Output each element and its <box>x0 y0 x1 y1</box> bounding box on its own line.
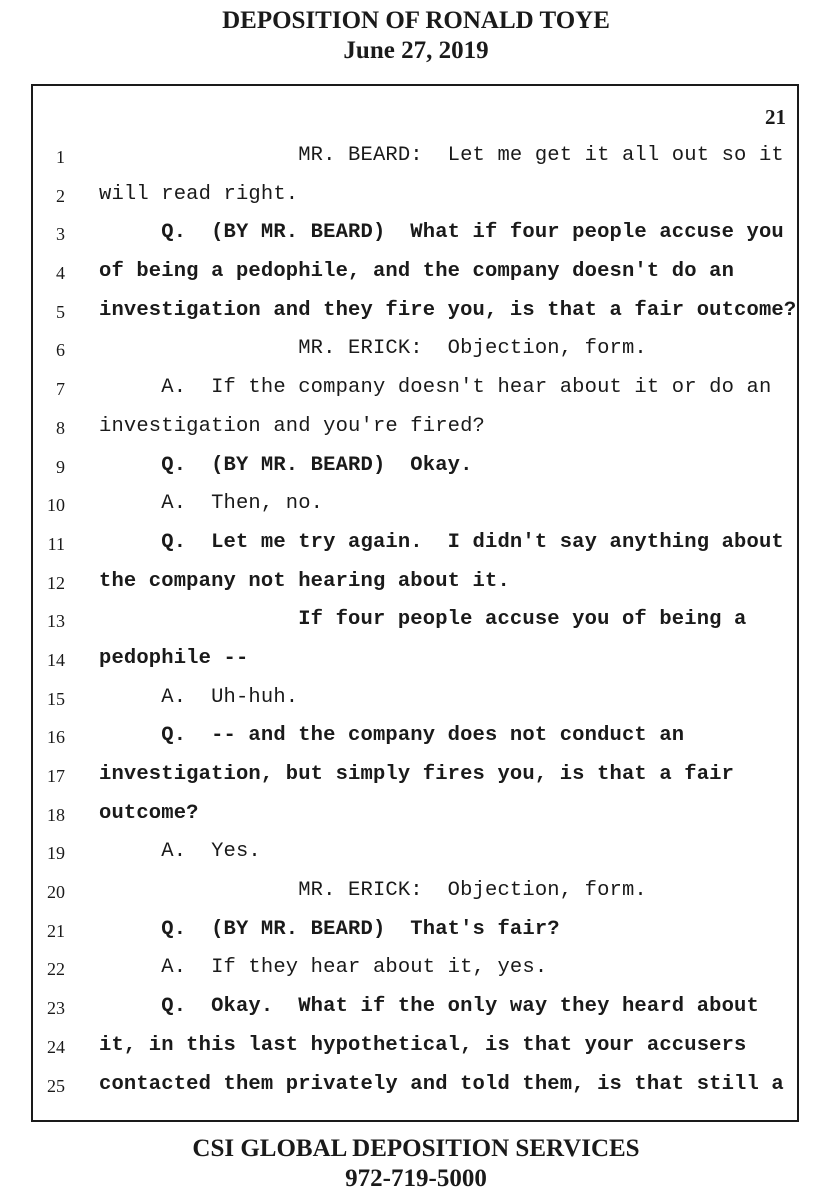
transcript-line <box>0 370 832 409</box>
document-header <box>0 6 832 66</box>
transcript-line <box>0 718 832 757</box>
line-number: 11 <box>47 533 65 554</box>
line-number: 25 <box>47 1075 65 1096</box>
line-number: 19 <box>47 843 65 864</box>
transcript-line <box>0 254 832 293</box>
line-number: 12 <box>47 572 65 593</box>
transcript-line <box>0 486 832 525</box>
line-text: Q. Let me try again. I didn't say anything about <box>99 530 784 554</box>
transcript-line <box>0 215 832 254</box>
line-text: A. Uh-huh. <box>99 685 299 709</box>
transcript-line <box>0 1028 832 1067</box>
line-text: investigation, but simply fires you, is that a fair <box>99 763 735 786</box>
transcript-line <box>0 641 832 680</box>
line-number: 5 <box>56 301 65 322</box>
transcript-line <box>0 834 832 873</box>
deposition-date: June 27, 2019 <box>343 37 489 64</box>
line-number: 1 <box>56 147 65 167</box>
line-number: 4 <box>56 263 65 284</box>
transcript-body <box>0 138 832 1105</box>
line-number: 21 <box>47 920 65 941</box>
line-text: the company not hearing about it. <box>99 569 510 593</box>
line-text: A. If the company doesn't hear about it or do an <box>99 376 772 400</box>
line-text: Q. -- and the company does not conduct an <box>99 724 685 748</box>
transcript-line <box>0 602 832 641</box>
line-number: 24 <box>47 1036 65 1057</box>
line-text: Q. Okay. What if the only way they heard about <box>99 995 759 1019</box>
transcript-line <box>0 757 832 796</box>
line-number: 15 <box>47 688 65 709</box>
line-text: If four people accuse you of being a <box>99 608 747 632</box>
line-number: 7 <box>56 379 65 400</box>
line-number: 13 <box>47 611 65 632</box>
transcript-line <box>0 331 832 370</box>
line-text: investigation and you're fired? <box>99 414 486 438</box>
transcript-line <box>0 680 832 719</box>
transcript-line <box>0 177 832 216</box>
line-text: MR. ERICK: Objection, form. <box>99 337 647 361</box>
transcript-line <box>0 1067 832 1106</box>
reporting-company: CSI GLOBAL DEPOSITION SERVICES <box>192 1135 640 1162</box>
line-number: 8 <box>56 417 65 438</box>
line-number: 23 <box>47 998 65 1019</box>
line-text: of being a pedophile, and the company doesn't do an <box>99 260 735 284</box>
transcript-line <box>0 950 832 989</box>
line-number: 17 <box>47 766 65 786</box>
line-text: A. Then, no. <box>99 492 324 516</box>
document-footer <box>0 1134 832 1194</box>
line-text: pedophile -- <box>99 646 249 670</box>
transcript-line <box>0 564 832 603</box>
page-number: 21 <box>765 105 786 129</box>
line-text: will read right. <box>99 182 299 206</box>
line-text: A. If they hear about it, yes. <box>99 956 548 980</box>
transcript-line <box>0 989 832 1028</box>
line-number: 14 <box>47 649 65 670</box>
transcript-line <box>0 409 832 448</box>
company-phone: 972-719-5000 <box>345 1165 487 1192</box>
line-text: Q. (BY MR. BEARD) What if four people accuse you <box>99 221 784 245</box>
deposition-title: DEPOSITION OF RONALD TOYE <box>222 7 610 34</box>
line-number: 10 <box>47 495 65 516</box>
transcript-line <box>0 448 832 487</box>
line-text: investigation and they fire you, is that a fair outcome? <box>99 298 797 322</box>
line-text: contacted them privately and told them, is that still a <box>99 1072 784 1096</box>
line-text: MR. BEARD: Let me get it all out so it <box>99 144 784 167</box>
line-text: Q. (BY MR. BEARD) Okay. <box>99 453 473 477</box>
transcript-line <box>0 138 832 177</box>
line-text: outcome? <box>99 801 199 825</box>
line-text: it, in this last hypothetical, is that your accusers <box>99 1033 747 1057</box>
line-number: 9 <box>56 456 65 477</box>
line-text: MR. ERICK: Objection, form. <box>99 879 647 903</box>
line-text: A. Yes. <box>99 840 261 864</box>
line-number: 3 <box>56 224 65 245</box>
line-number: 20 <box>47 882 65 903</box>
line-number: 18 <box>47 804 65 825</box>
line-number: 6 <box>56 340 65 361</box>
transcript-line <box>0 796 832 835</box>
transcript-line <box>0 912 832 951</box>
transcript-line <box>0 873 832 912</box>
line-number: 22 <box>47 959 65 980</box>
transcript-line <box>0 525 832 564</box>
line-text: Q. (BY MR. BEARD) That's fair? <box>99 917 560 941</box>
line-number: 16 <box>47 727 65 748</box>
line-number: 2 <box>56 185 65 206</box>
transcript-line <box>0 293 832 332</box>
